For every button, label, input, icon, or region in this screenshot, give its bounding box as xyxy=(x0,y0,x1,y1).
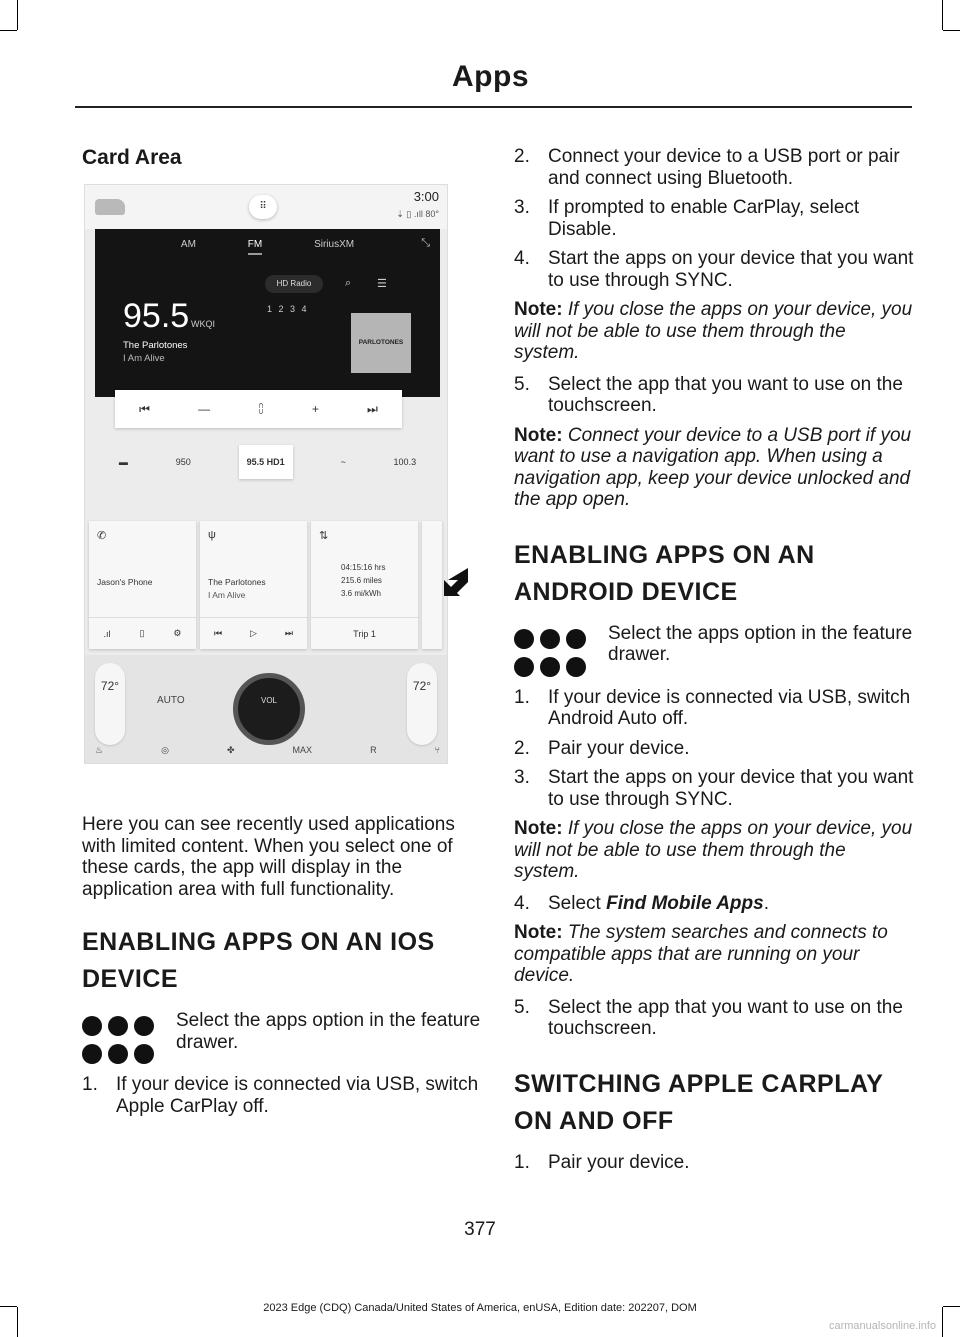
vol-label: VOL xyxy=(260,696,277,705)
frequency: 95.5 xyxy=(123,297,190,335)
list-item xyxy=(514,687,914,730)
heading-line: DEVICE xyxy=(82,965,179,993)
status-bar xyxy=(85,185,447,229)
note xyxy=(514,818,914,883)
climate-icons xyxy=(95,745,440,756)
spacer xyxy=(82,764,482,814)
preset-bar xyxy=(95,437,440,487)
note-label: Note: xyxy=(514,424,563,446)
section-heading-android xyxy=(514,541,914,607)
page-number: 377 xyxy=(464,1219,496,1240)
list-item xyxy=(514,197,914,240)
preset: 100.3 xyxy=(393,457,417,467)
note-text: The system searches and connects to compatible apps that are running on your device. xyxy=(514,922,888,986)
trip-miles: 215.6 miles xyxy=(341,576,382,585)
section-heading-ios xyxy=(82,928,482,994)
previous-icon: ⏮ xyxy=(139,401,150,416)
minus-icon: — xyxy=(198,402,211,416)
right-temp: 72° xyxy=(412,679,432,693)
step-suffix: . xyxy=(763,892,769,914)
temp-control-right xyxy=(407,663,437,745)
step-number: 1. xyxy=(82,1074,98,1095)
list-item xyxy=(514,893,914,915)
radio-tabs xyxy=(95,239,440,255)
step-number: 1. xyxy=(514,686,530,708)
card-phone xyxy=(89,521,196,649)
left-temp: 72° xyxy=(100,679,120,693)
list-item xyxy=(514,248,914,291)
trip-time: 04:15:16 hrs xyxy=(341,563,386,572)
step-number: 2. xyxy=(514,146,530,167)
card-media xyxy=(200,521,307,649)
plus-icon: + xyxy=(311,402,319,416)
card-actions xyxy=(89,617,196,649)
list-item xyxy=(82,1074,482,1117)
album-art: PARLOTONES xyxy=(351,313,411,373)
trip-efficiency: 3.6 mi/kWh xyxy=(341,589,382,598)
step-prefix: Select xyxy=(548,892,607,914)
note xyxy=(514,922,914,987)
tab-fm: FM xyxy=(248,239,262,255)
step-text: Select the app that you want to use on the touchscreen. xyxy=(548,373,903,416)
card-actions xyxy=(311,617,418,649)
tab-siriusxm: SiriusXM xyxy=(314,239,355,250)
body-paragraph: Here you can see recently used applications with limited content. When you select one of these cards, the app will display in the application area with full functionality. xyxy=(82,814,455,900)
max-defrost: MAX xyxy=(292,745,313,755)
preset-logo-icon: ▬ xyxy=(118,457,128,467)
song-title: The Parlotones xyxy=(123,340,188,351)
step-number: 3. xyxy=(514,197,530,218)
list-item xyxy=(514,146,914,189)
note xyxy=(514,425,914,511)
usb-icon: ψ xyxy=(208,529,216,541)
list-item xyxy=(514,1152,914,1174)
hd-channels: 1 2 3 4 xyxy=(267,304,309,314)
instruction-text: Select the apps option in the feature drawer. xyxy=(176,1010,481,1053)
watermark: carmanualsonline.info xyxy=(828,1320,936,1332)
preset-logo-icon: ~ xyxy=(340,457,346,467)
step-text: If your device is connected via USB, switch Android Auto off. xyxy=(548,686,911,729)
feature-drawer-icon: ⠿ xyxy=(249,195,277,219)
crop-mark xyxy=(17,0,18,30)
feature-drawer-instruction xyxy=(82,1010,482,1064)
trip-stats xyxy=(341,561,385,600)
rewind-icon: ⏮ xyxy=(213,628,223,638)
touchscreen-illustration xyxy=(84,184,448,764)
step-text: Pair your device. xyxy=(548,1151,690,1173)
feature-drawer-icon xyxy=(82,1010,160,1064)
page-title: Apps xyxy=(452,60,529,93)
crop-mark xyxy=(942,0,943,30)
card-subtitle: I Am Alive xyxy=(208,590,246,600)
note-label: Note: xyxy=(514,299,563,320)
fan-icon: ✤ xyxy=(226,745,235,755)
step-text: Start the apps on your device that you want to use through SYNC. xyxy=(548,767,914,810)
footer-edition: 2023 Edge (CDQ) Canada/United States of America, enUSA, Edition date: 202207, DOM xyxy=(263,1302,697,1314)
settings-icon: ☰ xyxy=(377,278,387,290)
trip-icon: ⇅ xyxy=(319,530,329,542)
rear-defrost: R xyxy=(370,745,377,755)
menu-option: Find Mobile Apps xyxy=(606,892,764,914)
step-number: 4. xyxy=(514,892,530,914)
step-number: 4. xyxy=(514,248,530,269)
crop-mark xyxy=(943,30,960,31)
steering-heat-icon: ◎ xyxy=(161,745,169,755)
step-number: 3. xyxy=(514,767,530,788)
note-label: Note: xyxy=(514,922,563,943)
heading-line: SWITCHING APPLE CARPLAY xyxy=(514,1069,884,1098)
step-text: Start the apps on your device that you want to use through SYNC. xyxy=(548,248,914,291)
song-artist: I Am Alive xyxy=(123,353,165,364)
heading-line: ENABLING APPS ON AN xyxy=(514,540,815,569)
seat-icon: ⑂ xyxy=(434,745,440,755)
gear-icon: ⚙ xyxy=(173,628,182,638)
tab-am: AM xyxy=(180,239,196,250)
trip-label: Trip 1 xyxy=(353,628,376,639)
note-text: If you close the apps on your device, you will not be able to use them through the system. xyxy=(514,818,913,882)
crop-mark xyxy=(0,30,17,31)
list-item xyxy=(514,997,914,1040)
step-number: 5. xyxy=(514,373,530,395)
section-heading-carplay xyxy=(514,1070,914,1136)
step-text: If your device is connected via USB, switch Apple CarPlay off. xyxy=(116,1074,479,1117)
instruction-text: Select the apps option in the feature drawer. xyxy=(608,622,913,665)
list-item xyxy=(514,374,914,417)
forward-icon: ⏭ xyxy=(284,628,294,638)
play-icon: ▷ xyxy=(250,628,257,638)
step-text: Pair your device. xyxy=(548,737,690,759)
feature-drawer-instruction xyxy=(514,623,914,677)
seat-heat-icon: ♨ xyxy=(95,745,104,755)
scan-icon: ⩇ xyxy=(258,401,264,416)
next-icon: ⏭ xyxy=(367,401,378,416)
heading-line: ON AND OFF xyxy=(514,1106,674,1135)
card-peek xyxy=(422,521,442,649)
card-title: Jason's Phone xyxy=(97,577,153,587)
step-text: Select the app that you want to use on the touchscreen. xyxy=(548,996,903,1039)
card-actions xyxy=(200,617,307,649)
phone-icon: ✆ xyxy=(97,530,107,542)
step-number: 5. xyxy=(514,996,530,1018)
status-icons: ⇣ ▯ .ıll 80° xyxy=(396,209,439,219)
preset-active: 95.5 HD1 xyxy=(239,445,293,479)
signal-icon: .ıl xyxy=(103,628,111,639)
temp-control-left xyxy=(95,663,125,745)
auto-label: AUTO xyxy=(157,695,185,706)
radio-panel xyxy=(95,229,440,397)
header-divider xyxy=(75,106,912,108)
feature-drawer-icon xyxy=(514,623,592,677)
note xyxy=(514,299,914,364)
recent-cards xyxy=(89,521,448,649)
left-column xyxy=(82,146,482,1125)
search-icon: ⌕ xyxy=(345,277,352,289)
list-item xyxy=(514,738,914,760)
note-text: Connect your device to a USB port if you want to use a navigation app. When using a navigation app, keep your device unlocked and the app open. xyxy=(514,424,912,510)
step-text xyxy=(548,893,914,915)
section-title: Card Area xyxy=(82,146,182,169)
note-text: If you close the apps on your device, you will not be able to use them through the system. xyxy=(514,299,913,363)
callout-arrow-icon xyxy=(440,562,470,602)
heading-line: ENABLING APPS ON AN IOS xyxy=(82,928,435,956)
step-number: 1. xyxy=(514,1151,530,1173)
playback-controls xyxy=(115,390,402,428)
preset: 950 xyxy=(175,457,191,467)
right-column xyxy=(514,146,914,1181)
step-text: Connect your device to a USB port or pair and connect using Bluetooth. xyxy=(548,146,900,189)
battery-icon: ▯ xyxy=(139,628,145,638)
station-name: WKQI xyxy=(191,319,215,329)
card-title: The Parlotones xyxy=(208,577,266,587)
climate-bar xyxy=(85,655,447,764)
note-label: Note: xyxy=(514,818,563,839)
volume-knob xyxy=(233,673,305,745)
card-trip xyxy=(311,521,418,649)
step-number: 2. xyxy=(514,737,530,759)
step-text: If prompted to enable CarPlay, select Disable. xyxy=(548,197,860,240)
collapse-icon: ⤡ xyxy=(421,237,430,249)
clock: 3:00 xyxy=(413,189,439,204)
list-item xyxy=(514,767,914,810)
heading-line: ANDROID DEVICE xyxy=(514,577,738,606)
vehicle-icon xyxy=(95,199,125,215)
hd-radio-badge: HD Radio xyxy=(265,275,323,293)
